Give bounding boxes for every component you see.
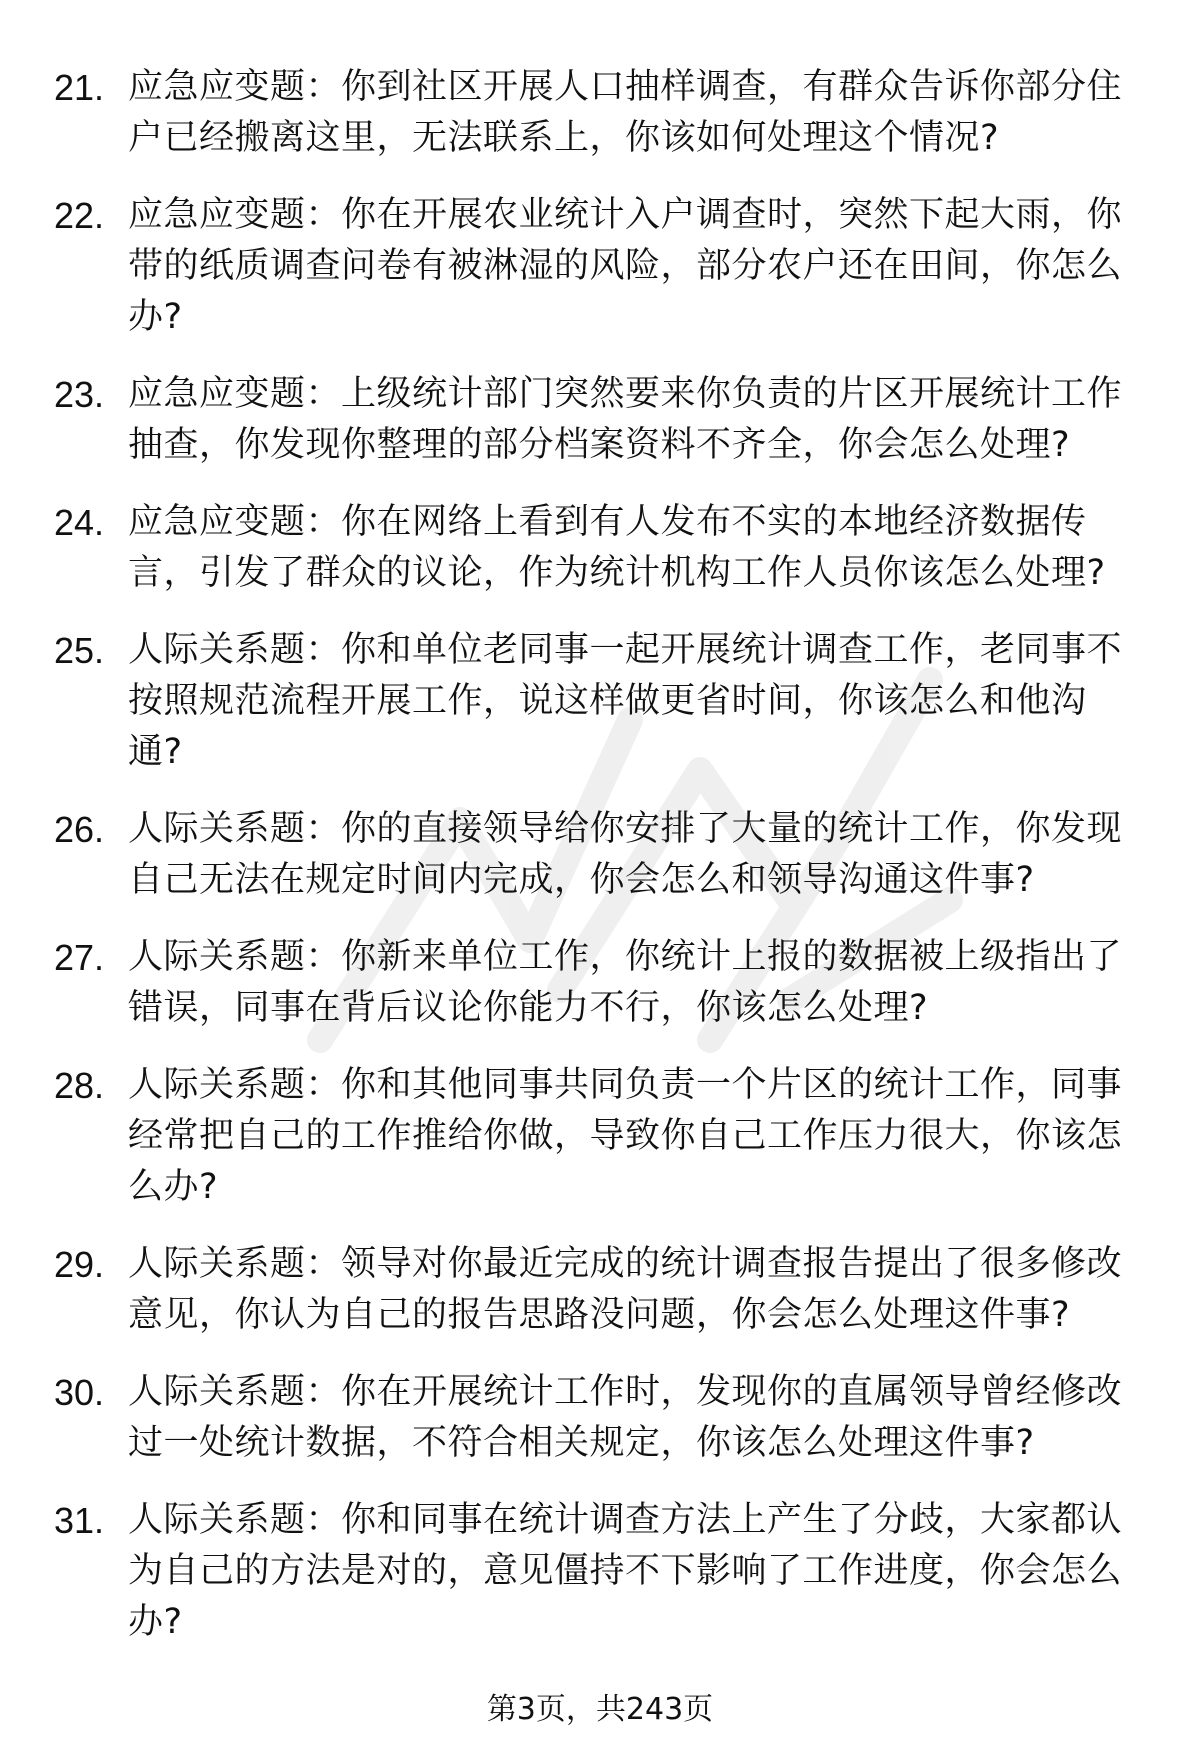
question-item: [0, 932, 1200, 1034]
question-item: [0, 625, 1200, 778]
question-text: 应急应变题：上级统计部门突然要来你负责的片区开展统计工作抽查，你发现你整理的部分档案资料不齐全，你会怎么处理?: [128, 374, 1123, 465]
question-list: [0, 62, 1200, 1674]
question-item: [0, 369, 1200, 471]
question-text: 人际关系题：你和单位老同事一起开展统计调查工作，老同事不按照规范流程开展工作，说这样做更省时间，你该怎么和他沟通?: [128, 630, 1123, 772]
question-number: 21.: [54, 67, 105, 108]
question-text: 应急应变题：你在网络上看到有人发布不实的本地经济数据传言，引发了群众的议论，作为统计机构工作人员你该怎么处理?: [128, 502, 1106, 593]
question-number: 28.: [54, 1065, 105, 1106]
question-item: [0, 1060, 1200, 1213]
question-number: 31.: [54, 1500, 105, 1541]
question-number: 22.: [54, 195, 105, 236]
question-text: 人际关系题：你和同事在统计调查方法上产生了分歧，大家都认为自己的方法是对的，意见僵持不下影响了工作进度，你会怎么办?: [128, 1500, 1123, 1642]
question-item: [0, 190, 1200, 343]
question-text: 人际关系题：你和其他同事共同负责一个片区的统计工作，同事经常把自己的工作推给你做，导致你自己工作压力很大，你该怎么办?: [128, 1065, 1123, 1207]
question-number: 23.: [54, 374, 105, 415]
question-item: [0, 1239, 1200, 1341]
question-number: 24.: [54, 502, 105, 543]
page-footer: 第3页，共243页: [486, 1692, 714, 1727]
question-text: 应急应变题：你到社区开展人口抽样调查，有群众告诉你部分住户已经搬离这里，无法联系上，你该如何处理这个情况?: [128, 67, 1123, 158]
question-number: 30.: [54, 1372, 105, 1413]
question-number: 29.: [54, 1244, 105, 1285]
question-item: [0, 62, 1200, 164]
question-item: [0, 804, 1200, 906]
question-item: [0, 497, 1200, 599]
question-number: 27.: [54, 937, 105, 978]
question-text: 应急应变题：你在开展农业统计入户调查时，突然下起大雨，你带的纸质调查问卷有被淋湿的风险，部分农户还在田间，你怎么办?: [128, 195, 1123, 337]
question-text: 人际关系题：你新来单位工作，你统计上报的数据被上级指出了错误，同事在背后议论你能力不行，你该怎么处理?: [128, 937, 1123, 1028]
question-text: 人际关系题：你的直接领导给你安排了大量的统计工作，你发现自己无法在规定时间内完成，你会怎么和领导沟通这件事?: [128, 809, 1123, 900]
question-item: [0, 1495, 1200, 1648]
question-number: 25.: [54, 630, 105, 671]
question-item: [0, 1367, 1200, 1469]
question-text: 人际关系题：领导对你最近完成的统计调查报告提出了很多修改意见，你认为自己的报告思路没问题，你会怎么处理这件事?: [128, 1244, 1123, 1335]
question-text: 人际关系题：你在开展统计工作时，发现你的直属领导曾经修改过一处统计数据，不符合相关规定，你该怎么处理这件事?: [128, 1372, 1123, 1463]
question-number: 26.: [54, 809, 105, 850]
